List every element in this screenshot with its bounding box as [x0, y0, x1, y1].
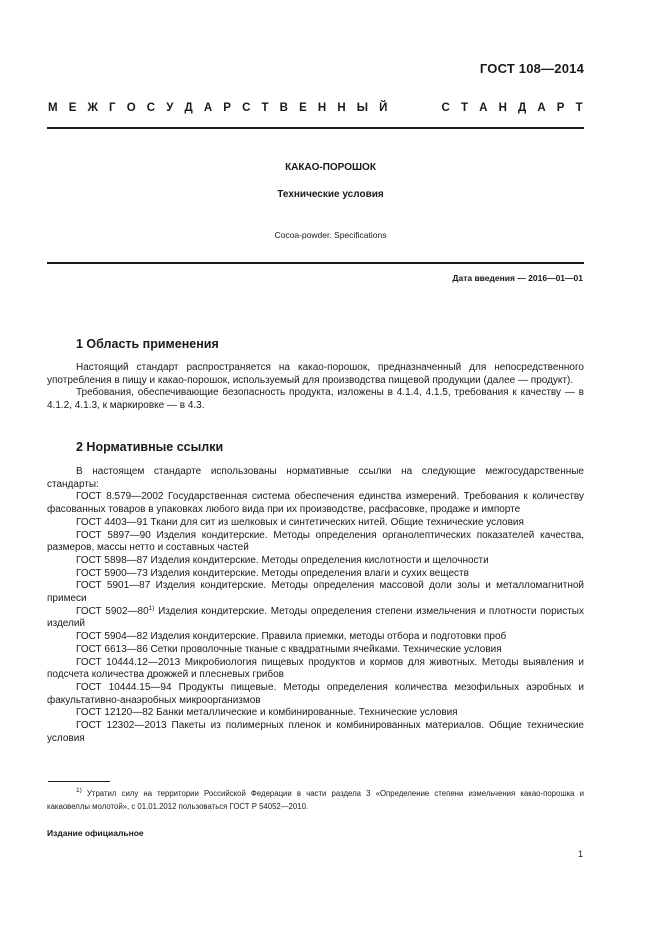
- section-2-intro: В настоящем стандарте использованы нормативные ссылки на следующие межгосударственные стандарты:: [47, 466, 584, 490]
- section-1-body: [47, 362, 584, 413]
- banner-letter: Т: [575, 102, 583, 114]
- banner-letter: Е: [68, 102, 77, 114]
- section-2-heading: 2 Нормативные ссылки: [76, 440, 224, 454]
- footnote-number: 1): [76, 787, 82, 794]
- introduction-date: Дата введения — 2016—01—01: [452, 273, 583, 283]
- banner-letter: А: [203, 102, 213, 114]
- banner-letter: Н: [317, 102, 327, 114]
- standard-title: КАКАО-ПОРОШОК: [285, 162, 376, 173]
- normative-reference: ГОСТ 5901—87 Изделия кондитерские. Методы определения массовой доли золы и металломагнитной примеси: [47, 580, 584, 605]
- normative-reference: ГОСТ 5897—90 Изделия кондитерские. Методы определения органолептических показателей качества, размеров, массы нетто и составных частей: [47, 529, 584, 554]
- reference-code: ГОСТ 5902—80: [76, 605, 149, 617]
- interstate-standard-banner: [48, 102, 583, 114]
- normative-reference-with-footnote: [47, 606, 584, 631]
- banner-letter: [427, 102, 430, 114]
- banner-letter: С: [441, 102, 450, 114]
- banner-letter: В: [279, 102, 288, 114]
- banner-letter: О: [126, 102, 136, 114]
- banner-letter: А: [537, 102, 546, 114]
- section-1-paragraph: Требования, обеспечивающие безопасность продукта, изложены в 4.1.4, 4.1.5, требования к качеству — в 4.1.2, 4.1.3, к маркировке — в 4.3.: [47, 387, 584, 412]
- normative-reference: ГОСТ 5904—82 Изделия кондитерские. Правила приемки, методы отбора и подготовки проб: [76, 631, 507, 643]
- normative-reference: ГОСТ 10444.12—2013 Микробиология пищевых продуктов и кормов для животных. Методы выявления и подсчета количества дрожжей и плесневых грибов: [47, 656, 584, 681]
- normative-reference: ГОСТ 12302—2013 Пакеты из полимерных пленок и комбинированных материалов. Общие технические условия: [47, 720, 584, 744]
- banner-letter: Т: [261, 102, 269, 114]
- banner-letter: Н: [337, 102, 346, 114]
- section-2-body: [47, 466, 584, 745]
- english-title: Cocoa-powder. Specifications: [274, 230, 387, 240]
- normative-reference: ГОСТ 6613—86 Сетки проволочные тканые с квадратными ячейками. Технические условия: [76, 643, 502, 655]
- banner-letter: Е: [299, 102, 307, 114]
- banner-letter: М: [48, 102, 58, 114]
- page-number: 1: [577, 849, 583, 859]
- banner-letter: Й: [379, 102, 388, 114]
- footnote-marker[interactable]: 1): [148, 604, 155, 612]
- banner-letter: С: [146, 102, 156, 114]
- banner-letter: У: [166, 102, 174, 114]
- normative-reference: ГОСТ 8.579—2002 Государственная система обеспечения единства измерений. Требования к количеству фасованных товаров в упаковках любого вида при их производстве, расфасовке, продаже и импорте: [47, 491, 584, 516]
- header-rule: [47, 127, 584, 129]
- banner-letter: Н: [498, 102, 507, 114]
- title-rule: [47, 262, 584, 264]
- banner-letter: Ж: [87, 102, 98, 114]
- banner-letter: [399, 102, 402, 114]
- normative-reference: ГОСТ 10444.15—94 Продукты пищевые. Методы определения количества мезофильных аэробных и факультативно-анаэробных микроорганизмов: [47, 681, 584, 706]
- banner-letter: С: [242, 102, 251, 114]
- normative-reference: ГОСТ 5900—73 Изделия кондитерские. Методы определения влаги и сухих веществ: [76, 567, 469, 579]
- section-1-heading: 1 Область применения: [76, 337, 219, 351]
- banner-letter: Р: [556, 102, 565, 114]
- banner-letter: А: [479, 102, 488, 114]
- banner-letter: Т: [460, 102, 468, 114]
- normative-reference: ГОСТ 12120—82 Банки металлические и комбинированные. Технические условия: [76, 707, 458, 719]
- footnote-text: Утратил силу на территории Российской Федерации в части раздела 3 «Определение степени измельчения какао-порошка и какаовеллы молотой», с 01.01.2012 пользоваться ГОСТ Р 54052—2010.: [47, 789, 584, 811]
- section-1-paragraph: Настоящий стандарт распространяется на какао-порошок, предназначенный для непосредственного употребления в пищу и какао-порошок, используемый для производства пищевой продукции (далее — продукт).: [47, 362, 584, 386]
- standard-subtitle: Технические условия: [277, 189, 384, 200]
- official-edition-label: Издание официальное: [47, 828, 144, 838]
- footnote: [47, 787, 584, 813]
- banner-letter: Р: [223, 102, 231, 114]
- normative-reference: ГОСТ 4403—91 Ткани для сит из шелковых и синтетических нитей. Общие технические условия: [76, 516, 524, 528]
- banner-letter: Д: [184, 102, 193, 114]
- banner-letter: Г: [109, 102, 116, 114]
- banner-letter: [413, 102, 416, 114]
- footnote-separator: [48, 781, 110, 782]
- document-code: ГОСТ 108—2014: [479, 61, 584, 76]
- normative-reference: ГОСТ 5898—87 Изделия кондитерские. Методы определения кислотности и щелочности: [76, 554, 489, 566]
- banner-letter: Д: [518, 102, 527, 114]
- banner-letter: Ы: [356, 102, 369, 114]
- reference-title: Изделия кондитерские. Методы определения степени измельчения и плотности пористых изделий: [47, 605, 584, 630]
